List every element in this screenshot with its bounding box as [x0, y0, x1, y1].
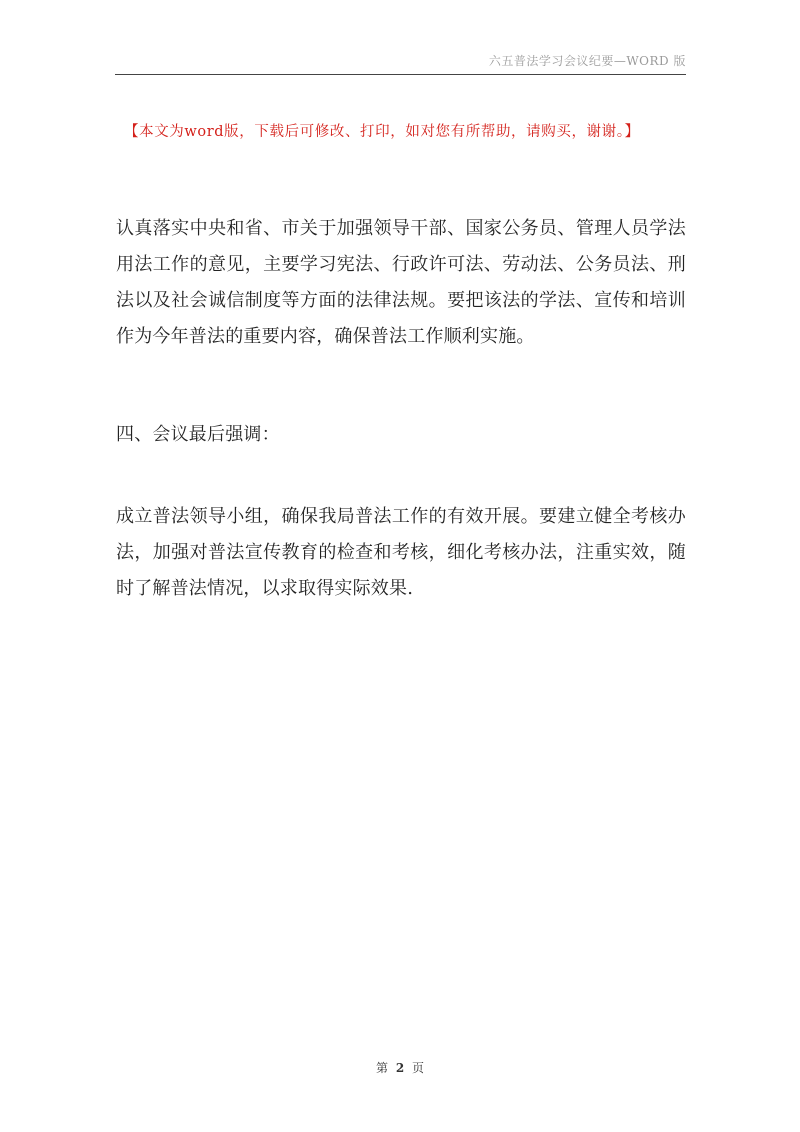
- page-number-footer: [0, 1059, 800, 1076]
- header-divider: [115, 74, 686, 75]
- body-paragraph-2: 成立普法领导小组，确保我局普法工作的有效开展。要建立健全考核办法，加强对普法宣传教育的检查和考核，细化考核办法，注重实效，随时了解普法情况，以求取得实际效果.: [116, 506, 686, 599]
- purchase-notice: 【本文为word版，下载后可修改、打印，如对您有所帮助，请购买，谢谢。】: [124, 124, 640, 140]
- section-heading-4: 四、会议最后强调：: [116, 424, 280, 445]
- page-prefix: 第: [375, 1061, 388, 1075]
- running-header-title: 六五普法学习会议纪要—WORD 版: [488, 54, 686, 68]
- page-number: 2: [395, 1061, 405, 1075]
- page-suffix: 页: [412, 1061, 425, 1075]
- body-paragraph-1: 认真落实中央和省、市关于加强领导干部、国家公务员、管理人员学法用法工作的意见，主要学习宪法、行政许可法、劳动法、公务员法、刑法以及社会诚信制度等方面的法律法规。要把该法的学法、宣传和培训作为今年普法的重要内容，确保普法工作顺利实施。: [116, 218, 686, 347]
